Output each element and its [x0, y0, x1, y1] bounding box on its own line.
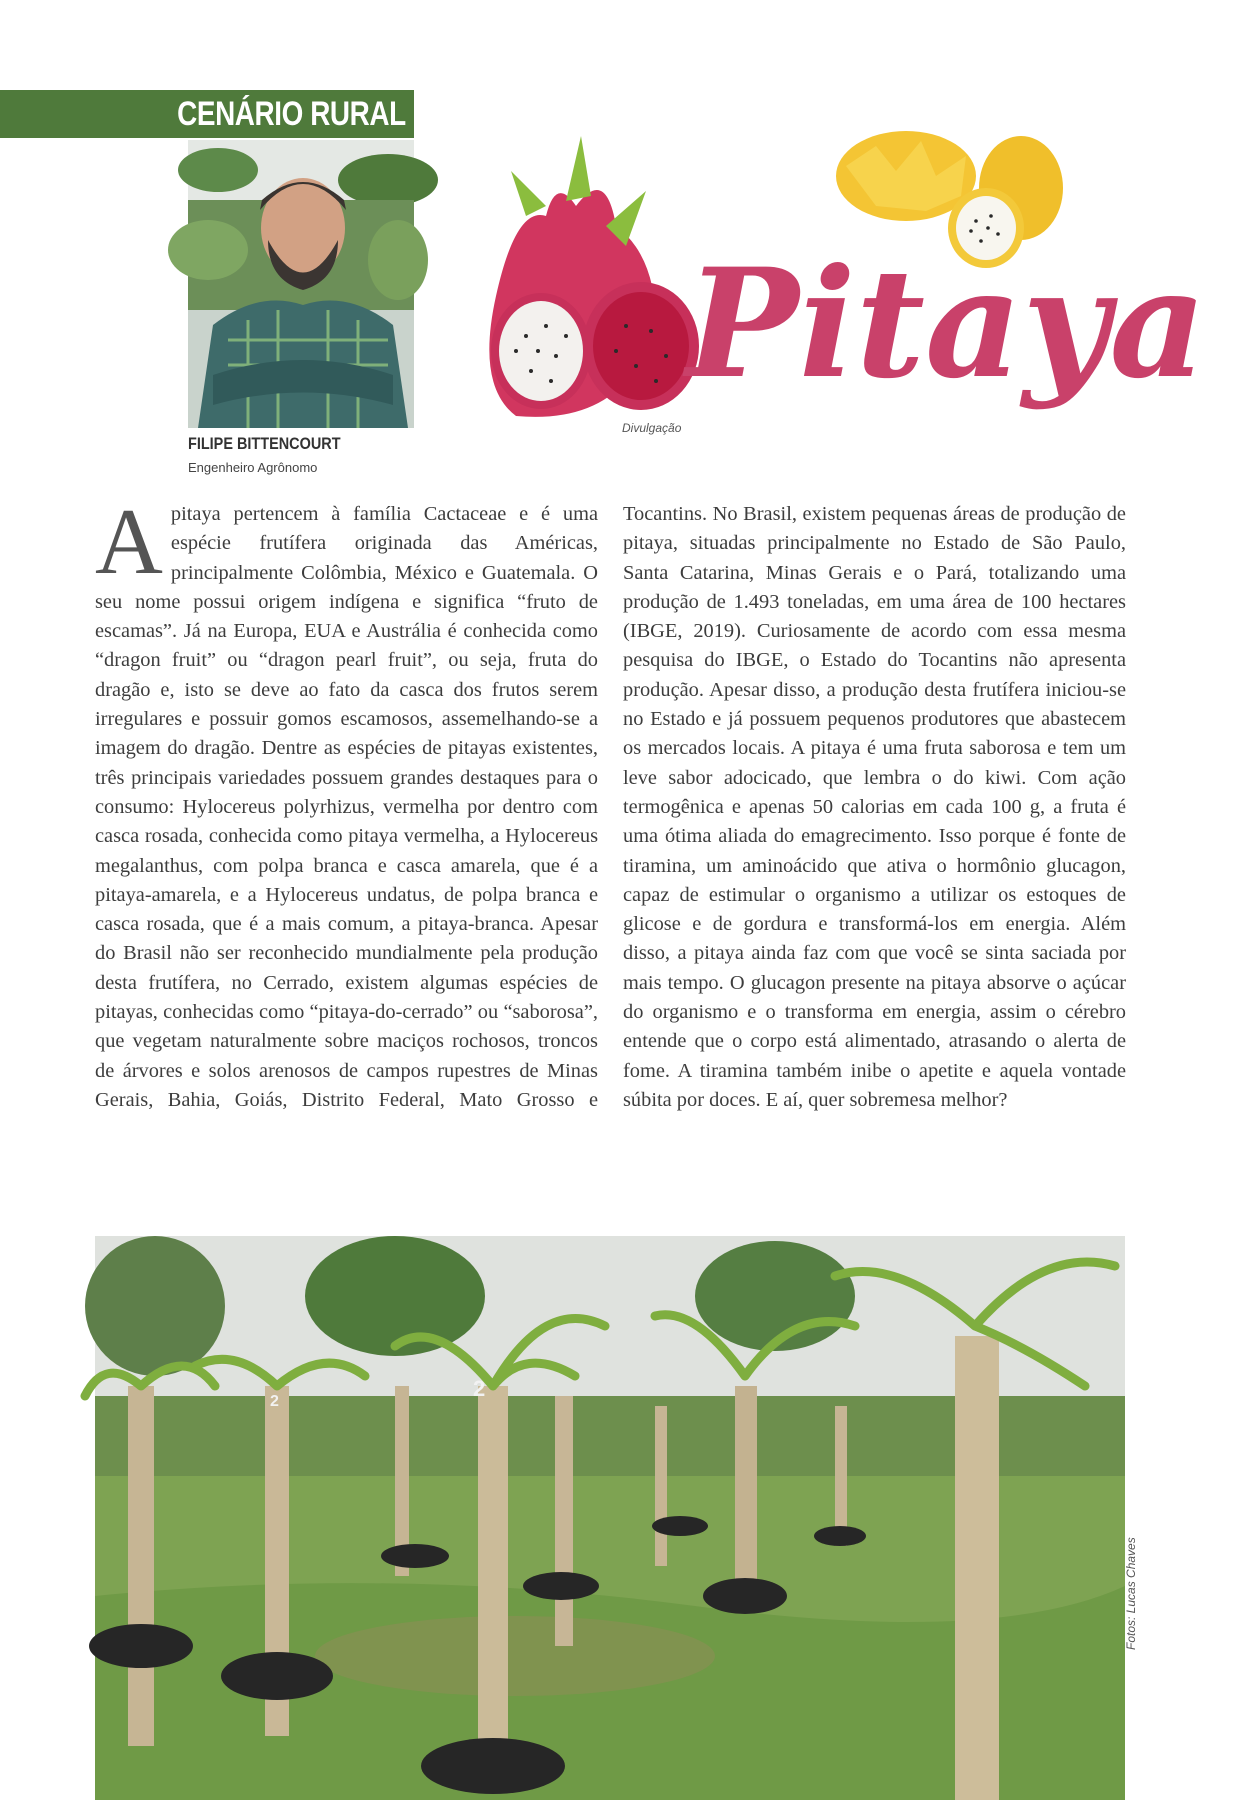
- plantation-photo: [95, 1236, 1125, 1800]
- post-label: 2: [270, 1393, 279, 1410]
- dragon-fruit-illustration: [456, 96, 1207, 436]
- author-portrait-illustration: [188, 140, 414, 428]
- article-text: pitaya pertencem à família Cactaceae e é uma espécie frutífera originada das Américas, principalmente Colômbia, México e Guatemala. O seu nome possui origem indígena e significa “fruto de escamas”. Já na Europa, EUA e Austrália é conhecida como “dragon fruit” ou “dragon pearl fruit”, ou seja, fruta do dragão e, isto se deve ao fato da casca dos frutos serem irregulares e possuir gomos escamosos, assemelhando-se a imagem do dragão. Dentre as espécies de pitayas existentes, três principais variedades possuem grandes destaques para o consumo: Hylocereus polyrhizus, vermelha por dentro com casca rosada, conhecida como pitaya vermelha, a Hylocereus megalanthus, com polpa branca e casca amarela, que é a pitaya-amarela, e a Hylocereus undatus, de polpa branca e casca rosada, que é a mais comum, a pitaya-branca. Apesar do Brasil não ser reconhecido mundialmente pela produção desta frutífera, no Cerrado, existem algumas espécies de pitayas, conhecidas como “pitaya-do-cerrado” ou “saborosa”, que vegetam naturalmente sobre maciços rochosos, troncos de árvores e solos arenosos de campos rupestres de Minas Gerais, Bahia, Goiás, Distrito Federal, Mato Grosso e Tocantins. No Brasil, existem pequenas áreas de produção de pitaya, situadas principalmente no Estado de São Paulo, Santa Catarina, Minas Gerais e o Pará, totalizando uma produção de 1.493 toneladas, em uma área de 100 hectares (IBGE, 2019). Curiosamente de acordo com essa mesma pesquisa do IBGE, o Estado do Tocantins não apresenta produção. Apesar disso, a produção desta frutífera iniciou-se no Estado e já possuem pequenos produtores que abastecem os mercados locais. A pitaya é uma fruta saborosa e tem um leve sabor adocicado, que lembra o do kiwi. Com ação termogênica e apenas 50 calorias em cada 100 g, a fruta é uma ótima aliada do emagrecimento. Isso porque é fonte de tiramina, um aminoácido que ativa o hormônio glucagon, capaz de estimular o organismo a utilizar os estoques de glicose e de gordura e transformá-los em energia. Além disso, a pitaya ainda faz com que você se sinta saciada por mais tempo. O glucagon presente na pitaya absorve o açúcar do organismo e o transforma em energia, assim o cérebro entende que o corpo está alimentado, atrasando o alerta de fome. A tiramina também inibe o apetite e aquela vontade súbita por doces. E aí, quer sobremesa melhor?: [95, 503, 1126, 1111]
- drop-cap: A: [95, 490, 163, 594]
- author-name: FILIPE BITTENCOURT: [188, 434, 341, 453]
- hero-photo-credit: Divulgação: [622, 421, 682, 435]
- section-header: [0, 90, 414, 138]
- hero-title: Pitaya: [686, 236, 1207, 412]
- hero-fruit-title: [456, 96, 1207, 436]
- post-label: 2: [473, 1376, 486, 1401]
- plantation-illustration: [95, 1236, 1125, 1800]
- author-role: Engenheiro Agrônomo: [188, 460, 318, 475]
- author-photo: [188, 140, 414, 428]
- section-label: CENÁRIO RURAL: [177, 95, 406, 133]
- article-body: [95, 490, 1126, 1210]
- plantation-photo-credit: Fotos: Lucas Chaves: [1124, 1537, 1138, 1650]
